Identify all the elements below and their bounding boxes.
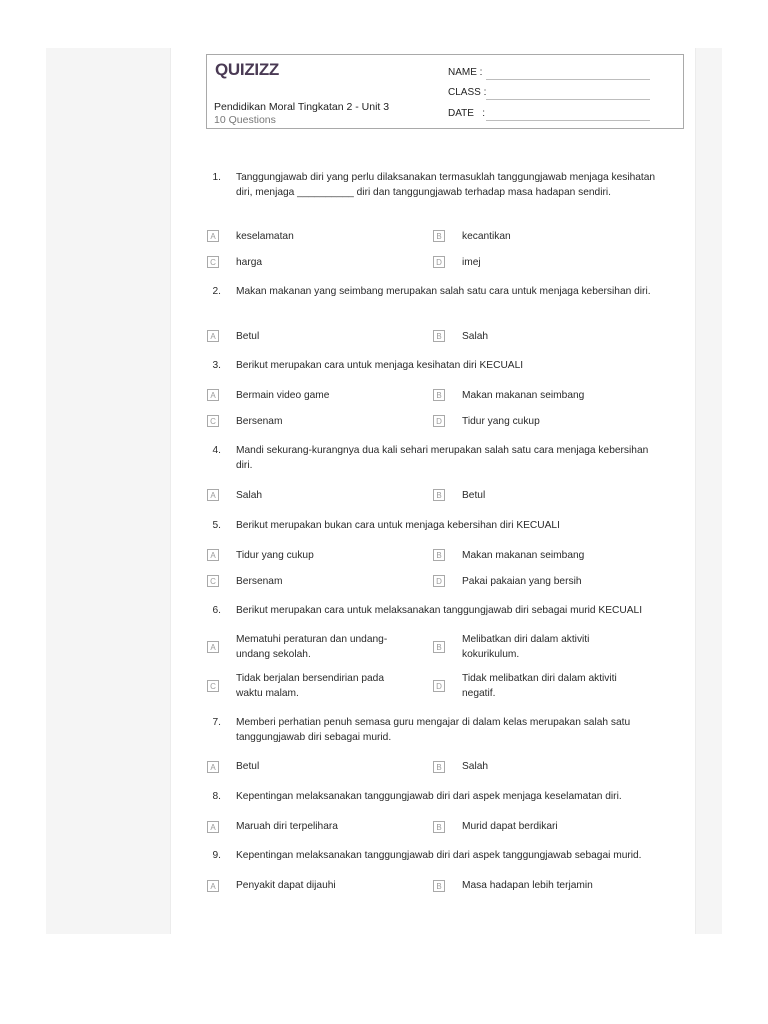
option-letter-box[interactable]: B	[433, 761, 445, 773]
option-text: Tidur yang cukup	[236, 550, 314, 561]
date-field[interactable]	[486, 120, 650, 121]
option-letter-box[interactable]: A	[207, 641, 219, 653]
name-field[interactable]	[486, 79, 650, 80]
date-label: DATE :	[448, 108, 486, 119]
question-count: 10 Questions	[214, 114, 276, 126]
option-text: Makan makanan seimbang	[462, 390, 585, 401]
question-number: 2.	[212, 286, 221, 297]
option-letter-box[interactable]: D	[433, 256, 445, 268]
question-number: 3.	[212, 360, 221, 371]
option-text: Masa hadapan lebih terjamin	[462, 880, 593, 891]
option-letter-box[interactable]: B	[433, 230, 445, 242]
option-text: Tidak berjalan bersendirian pada waktu malam.	[236, 673, 385, 699]
question-number: 6.	[212, 605, 221, 616]
question-number: 8.	[212, 791, 221, 802]
option-text: Tidur yang cukup	[462, 416, 540, 427]
option-text: Bersenam	[236, 576, 283, 587]
question-text: Tanggungjawab diri yang perlu dilaksanakan termasuklah tanggungjawab menjaga kesihatan diri, menjaga __________ diri dan tanggungjawab terhadap masa hadapan sendiri.	[236, 172, 656, 198]
question-text: Memberi perhatian penuh semasa guru mengajar di dalam kelas merupakan salah satu tanggungjawab diri sebagai murid.	[236, 717, 631, 743]
option-text: Bermain video game	[236, 390, 330, 401]
option-letter-box[interactable]: C	[207, 680, 219, 692]
option-text: Bersenam	[236, 416, 283, 427]
option-text: Melibatkan diri dalam aktiviti kokurikulum.	[462, 634, 590, 660]
option-text: Murid dapat berdikari	[462, 821, 558, 832]
option-letter-box[interactable]: D	[433, 415, 445, 427]
question-text: Berikut merupakan cara untuk melaksanakan tanggungjawab diri sebagai murid KECUALI	[236, 605, 643, 616]
option-letter-box[interactable]: A	[207, 389, 219, 401]
option-letter-box[interactable]: B	[433, 641, 445, 653]
question-text: Berikut merupakan bukan cara untuk menjaga kebersihan diri KECUALI	[236, 520, 560, 531]
option-letter-box[interactable]: A	[207, 230, 219, 242]
option-letter-box[interactable]: A	[207, 880, 219, 892]
question-text: Berikut merupakan cara untuk menjaga kesihatan diri KECUALI	[236, 360, 524, 371]
option-letter-box[interactable]: C	[207, 256, 219, 268]
option-letter-box[interactable]: A	[207, 549, 219, 561]
question-number: 5.	[212, 520, 221, 531]
option-text: Salah	[236, 490, 263, 501]
worksheet-page	[170, 48, 696, 934]
option-text: Pakai pakaian yang bersih	[462, 576, 582, 587]
option-text: Penyakit dapat dijauhi	[236, 880, 336, 891]
option-text: Betul	[462, 490, 486, 501]
option-letter-box[interactable]: B	[433, 880, 445, 892]
question-text: Makan makanan yang seimbang merupakan salah satu cara untuk menjaga kebersihan diri.	[236, 286, 651, 297]
option-letter-box[interactable]: B	[433, 389, 445, 401]
option-text: Tidak melibatkan diri dalam aktiviti negatif.	[462, 673, 617, 699]
option-text: Betul	[236, 331, 260, 342]
option-letter-box[interactable]: B	[433, 821, 445, 833]
option-letter-box[interactable]: C	[207, 575, 219, 587]
question-number: 9.	[212, 850, 221, 861]
question-text: Mandi sekurang-kurangnya dua kali sehari merupakan salah satu cara menjaga kebersihan diri.	[236, 445, 649, 471]
option-letter-box[interactable]: A	[207, 489, 219, 501]
option-letter-box[interactable]: A	[207, 821, 219, 833]
question-number: 4.	[212, 445, 221, 456]
quiz-title: Pendidikan Moral Tingkatan 2 - Unit 3	[214, 101, 390, 113]
worksheet-header	[206, 54, 684, 129]
option-text: Mematuhi peraturan dan undang-undang sekolah.	[236, 634, 388, 660]
option-text: keselamatan	[236, 231, 294, 242]
option-text: kecantikan	[462, 231, 511, 242]
option-letter-box[interactable]: B	[433, 489, 445, 501]
option-letter-box[interactable]: A	[207, 330, 219, 342]
quizizz-logo: QUIZIZZ	[215, 60, 279, 79]
question-number: 1.	[212, 172, 221, 183]
option-letter-box[interactable]: A	[207, 761, 219, 773]
option-letter-box[interactable]: D	[433, 575, 445, 587]
question-text: Kepentingan melaksanakan tanggungjawab diri dari aspek menjaga keselamatan diri.	[236, 791, 622, 802]
question-number: 7.	[212, 717, 221, 728]
option-text: Salah	[462, 331, 489, 342]
option-letter-box[interactable]: C	[207, 415, 219, 427]
class-field[interactable]	[486, 99, 650, 100]
option-letter-box[interactable]: D	[433, 680, 445, 692]
question-text: Kepentingan melaksanakan tanggungjawab diri dari aspek tanggungjawab sebagai murid.	[236, 850, 642, 861]
option-letter-box[interactable]: B	[433, 330, 445, 342]
option-text: harga	[236, 257, 263, 268]
class-label: CLASS :	[448, 87, 487, 98]
option-text: Salah	[462, 761, 489, 772]
option-text: imej	[462, 257, 481, 268]
option-text: Makan makanan seimbang	[462, 550, 585, 561]
option-text: Maruah diri terpelihara	[236, 821, 338, 832]
option-text: Betul	[236, 761, 260, 772]
name-label: NAME :	[448, 67, 483, 78]
option-letter-box[interactable]: B	[433, 549, 445, 561]
